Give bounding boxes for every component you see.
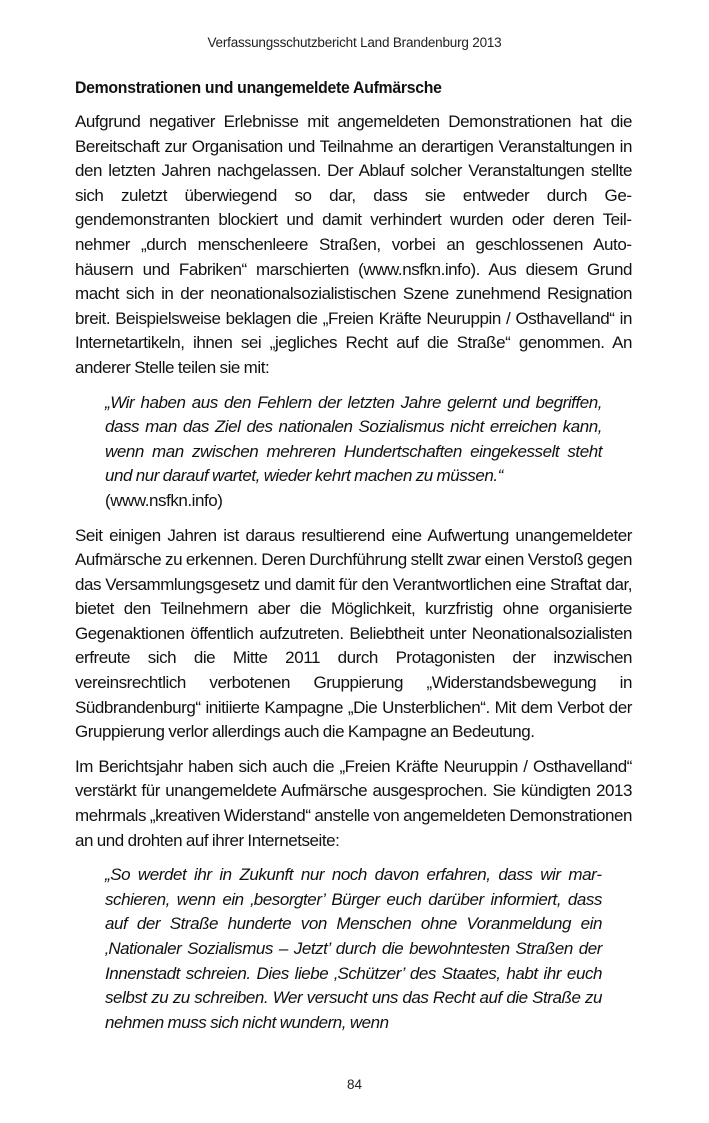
paragraph-3: Im Berichtsjahr haben sich auch die „Freien Kräfte Neuruppin / Osthavelland“ verstärkt für unangemeldete Aufmärsche ausgesprochen. Sie kündigten 2013 mehrmals „kreativen Widerstand“ anstelle von angemeldeten Demonstrationen an und drohten auf ihrer Internetseite: [75,756,632,850]
page-body [75,76,632,1045]
section-heading: Demonstrationen und unangemeldete Aufmärsche [75,78,442,97]
quote-1-source: (www.nsfkn.info) [105,490,223,510]
quote-2-text: „So werdet ihr in Zukunft nur noch davon erfahren, dass wir marschieren, wenn ein ‚besorgter’ Bürger euch darüber informiert, dass auf der Straße hunderte von Menschen ohne Voranmeldung ein ‚Nationaler Sozialismus – Jetzt’ durch die bewohntesten Straßen der Innenstadt schreien. Dies liebe ‚Schützer’ des Staates, habt ihr euch selbst zu zu schreiben. Wer versucht uns das Recht auf die Straße zu nehmen muss sich nicht wundern, wenn [105,865,602,1032]
quote-1-text: „Wir haben aus den Fehlern der letzten Jahre gelernt und begriffen, dass man das Ziel des nationalen Sozialismus nicht erreichen kann, wenn man zwischen mehreren Hundertschaften eingekesselt steht und nur darauf wartet, wieder kehrt machen zu müssen.“ [105,392,602,486]
block-quote-2 [105,863,602,1035]
running-header: Verfassungsschutzbericht Land Brandenburg 2013 [207,35,502,50]
page-number: 84 [346,1077,363,1092]
block-quote-1 [105,391,602,514]
paragraph-2: Seit einigen Jahren ist daraus resultierend eine Aufwertung unangemeldeter Aufmärsche zu erkennen. Deren Durchführung stellt zwar einen Verstoß gegen das Versammlungsgesetz und damit für den Verantwortlichen eine Straftat dar, bietet den Teilnehmern aber die Möglichkeit, kurzfristig ohne organisierte Gegenaktionen öffentlich aufzutreten. Beliebtheit unter Neonationalsozialisten erfreute sich die Mitte 2011 durch Protagonisten der inzwischen vereinsrechtlich verbotenen Gruppierung „Widerstandsbewegung in Südbrandenburg“ initiierte Kampagne „Die Unsterblichen“. Mit dem Verbot der Gruppierung verlor allerdings auch die Kampagne an Bedeutung. [75,525,632,742]
paragraph-1: Aufgrund negativer Erlebnisse mit angemeldeten Demonstrationen hat die Bereitschaft zur Organisation und Teilnahme an derartigen Veranstaltungen in den letzten Jahren nachgelassen. Der Ablauf solcher Veranstaltungen stellte sich zuletzt überwiegend so dar, dass sie entweder durch Gegendemonstranten blockiert und damit verhindert wurden oder deren Teilnehmer „durch menschenleere Straßen, vorbei an geschlossenen Autohäusern und Fabriken“ marschierten (www.nsfkn.info). Aus diesem Grund macht sich in der neonationalsozialistischen Szene zunehmend Resignation breit. Beispielsweise beklagen die „Freien Kräfte Neuruppin / Osthavelland“ in Internetartikeln, ihnen sei „jegliches Recht auf die Straße“ genommen. An anderer Stelle teilen sie mit: [75,112,632,377]
